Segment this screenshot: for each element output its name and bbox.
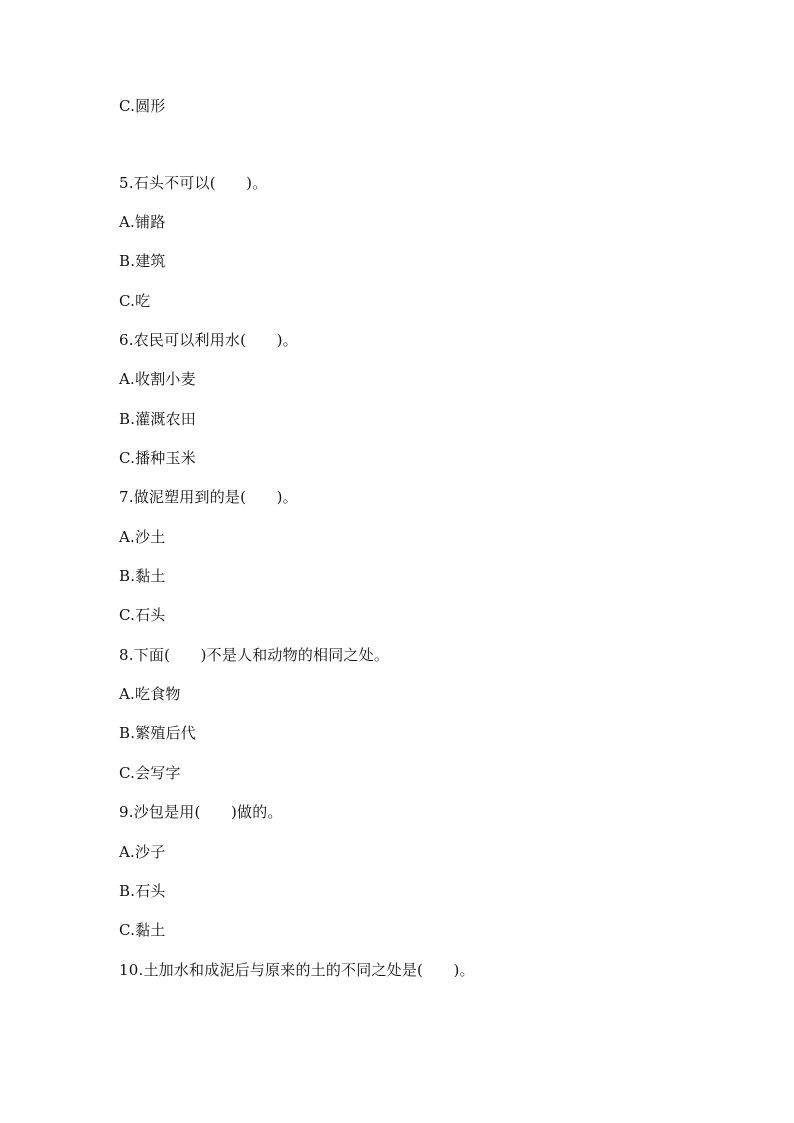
option-8c: C.会写字 xyxy=(119,764,181,782)
question-7: 7.做泥塑用到的是( )。 xyxy=(119,488,298,506)
question-6: 6.农民可以利用水( )。 xyxy=(119,331,298,349)
option-4c: C.圆形 xyxy=(119,97,166,115)
option-5a: A.铺路 xyxy=(119,213,166,231)
option-8a: A.吃食物 xyxy=(119,685,181,703)
option-5b: B.建筑 xyxy=(119,252,166,270)
option-5c: C.吃 xyxy=(119,292,151,310)
question-9: 9.沙包是用( )做的。 xyxy=(119,803,283,821)
option-8b: B.繁殖后代 xyxy=(119,724,196,742)
option-9a: A.沙子 xyxy=(119,843,166,861)
question-10: 10.土加水和成泥后与原来的土的不同之处是( )。 xyxy=(119,961,475,979)
question-8: 8.下面( )不是人和动物的相同之处。 xyxy=(119,646,390,664)
option-9b: B.石头 xyxy=(119,882,166,900)
option-6a: A.收割小麦 xyxy=(119,370,196,388)
option-7c: C.石头 xyxy=(119,606,166,624)
option-7b: B.黏土 xyxy=(119,567,166,585)
option-9c: C.黏土 xyxy=(119,921,166,939)
option-6c: C.播种玉米 xyxy=(119,449,196,467)
option-7a: A.沙土 xyxy=(119,528,166,546)
option-6b: B.灌溉农田 xyxy=(119,410,196,428)
question-5: 5.石头不可以( )。 xyxy=(119,174,268,192)
